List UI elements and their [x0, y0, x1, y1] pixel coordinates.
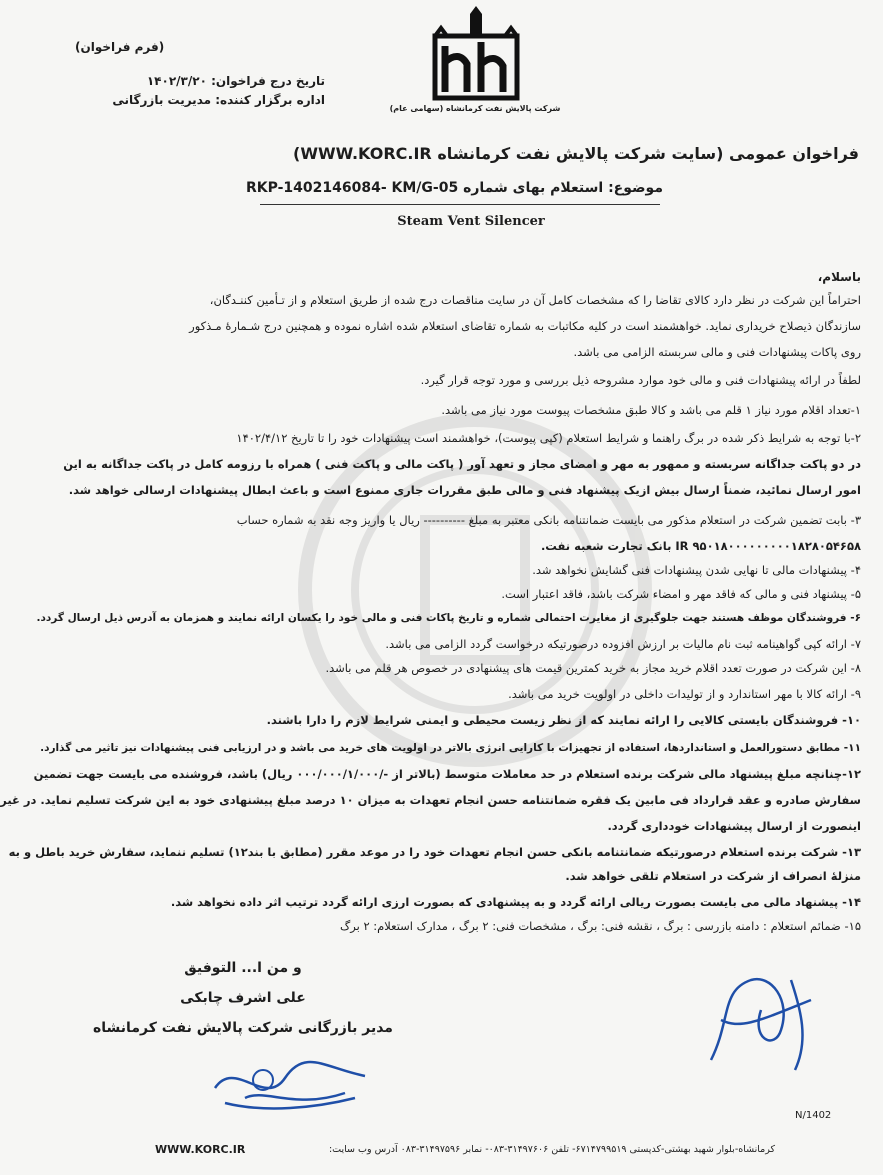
intro-line-3: روی پاکات پیشنهادات فنی و مالی سربسته الزامی می باشد. — [573, 345, 861, 359]
organizing-office: اداره برگزار کننده: مدیریت بازرگانی — [112, 93, 325, 107]
item-13-line-1: ۱۳- شرکت برنده استعلام درصورتیکه ضمانتنامه بانکی حسن انجام تعهدات خود را در موعد مقرر (مطابق با بند۱۲) تسلیم ننماید، سفارش خرید باطل و به — [8, 845, 861, 859]
item-10: ۱۰- فروشندگان بایستی کالایی را ارائه نمایند که از نظر زیست محیطی و ایمنی شرایط لازم را دارا باشند. — [266, 713, 861, 727]
item-title: Steam Vent Silencer — [397, 214, 545, 229]
item-2-line-3: امور ارسال نمائید، ضمناً ارسال بیش ازیک پیشنهاد فنی و مالی طبق مقررات جاری ممنوع است و باعث ابطال پیشنهادات ارسالی خواهد شد. — [68, 483, 861, 497]
item-12-line-2: سفارش صادره و عقد قرارداد فی مابین یک فقره ضمانتنامه حسن انجام تعهدات به میزان ۱۰ درصد مبلغ پیشنهادی خود به این شرکت تسلیم نماید. در غیر — [0, 793, 861, 807]
intro-line-2: سازندگان ذیصلاح خریداری نماید. خواهشمند است در کلیه مکاتبات به شماره تقاضای استعلام شده اشاره نموده و همچنین درج شـمارۀ مـذکور — [189, 319, 861, 333]
signature-right — [691, 960, 831, 1080]
item-7: ۷- ارائه کپی گواهینامه ثبت نام مالیات بر ارزش افزوده درصورتیکه درخواست گردد الزامی می باشد. — [385, 637, 861, 651]
subject-underline — [260, 204, 660, 205]
item-2-line-2: در دو پاکت جداگانه سربسته و ممهور به مهر و امضای مجاز و تعهد آور ( پاکت مالی و پاکت فنی ) همراه با رزومه کامل در پاکت جداگانه به این — [63, 457, 861, 471]
item-12-line-1: ۱۲-چنانچه مبلغ پیشنهاد مالی شرکت برنده استعلام در حد معاملات متوسط (بالاتر از -/۰۰۰/۰۰۰/۱/۰۰۰ ریال) باشد، فروشنده می بایست جهت تضمین — [33, 767, 861, 781]
item-6: ۶- فروشندگان موظف هستند جهت جلوگیری از مغایرت احتمالی شماره و تاریخ پاکات فنی و مالی خود را یکسان ارائه نمایند و همزمان به آدرس ذیل ارسال گردد. — [36, 612, 861, 624]
item-8: ۸- این شرکت در صورت تعدد اقلام خرید مجاز به خرید کمترین قیمت های پیشنهادی در خصوص هر قلم می باشد. — [325, 661, 861, 675]
item-2-line-1: ۲-با توجه به شرایط ذکر شده در برگ راهنما و شرایط استعلام (کپی پیوست)، خواهشمند است پیشنهادات خود را تا تاریخ ۱۴۰۲/۴/۱۲ — [236, 431, 861, 445]
item-1: ۱-تعداد اقلام مورد نیاز ۱ قلم می باشد و کالا طبق مشخصات پیوست مورد نیاز می باشد. — [441, 403, 861, 417]
item-11: ۱۱- مطابق دستورالعمل و استانداردها، استفاده از تجهیزات با کارایی انرژی بالاتر در اولویت های خرید می باشد و در ارزیابی فنی پیشنهادات نیز تاثیر می گذارد. — [40, 742, 861, 754]
item-13-line-2: منزلۀ انصراف از شرکت در استعلام تلقی خواهد شد. — [565, 869, 861, 883]
footer-website-link[interactable]: WWW.KORC.IR — [155, 1143, 246, 1156]
subject-code: RKP-1402146084- KM/G-05 — [245, 180, 459, 196]
item-4: ۴- پیشنهادات مالی تا نهایی شدن پیشنهادات فنی گشایش نخواهد شد. — [532, 563, 861, 577]
subject-line — [243, 180, 663, 196]
company-logo — [415, 6, 535, 114]
posting-date: تاریخ درج فراخوان: ۱۴۰۲/۳/۲۰ — [146, 74, 325, 88]
signature-left — [205, 1048, 375, 1118]
signer-name: علی اشرف چابکی — [180, 990, 306, 1006]
intro-line-1: احتراماً این شرکت در نظر دارد کالای تقاضا را که مشخصات کامل آن در سایت مناقصات درج شده از طریق استعلام و از تـأمین کننـدگان، — [209, 293, 861, 307]
greeting: باسلام، — [817, 270, 861, 284]
intro-line-4: لطفاً در ارائه پیشنهادات فنی و مالی خود موارد مشروحه ذیل بررسی و مورد توجه قرار گیرد. — [420, 373, 861, 387]
closing-phrase: و من ا... التوفیق — [184, 960, 302, 976]
item-14: ۱۴- پیشنهاد مالی می بایست بصورت ریالی ارائه گردد و به پیشنهادی که بصورت ارزی ارائه گردد ترتیب اثر داده نخواهد شد. — [170, 895, 861, 909]
page-title: فراخوان عمومی (سایت شرکت پالایش نفت کرمانشاه WWW.KORC.IR) — [293, 144, 859, 163]
reference-code: N/1402 — [795, 1110, 832, 1121]
form-label: (فرم فراخوان) — [75, 40, 165, 54]
item-3-line-1: ۳- بابت تضمین شرکت در استعلام مذکور می بایست ضمانتنامه بانکی معتبر به مبلغ ---------- ریال یا واریز وجه نقد به شماره حساب — [236, 513, 861, 527]
footer-address: کرمانشاه-بلوار شهید بهشتی-کدپستی ۶۷۱۴۷۹۹۵۱۹- تلفن ۳۱۴۹۷۶۰۶-۰۸۳- نمابر ۳۱۴۹۷۵۹۶-۰۸۳ آدرس وب سایت: — [328, 1144, 775, 1155]
item-5: ۵- پیشنهاد فنی و مالی که فاقد مهر و امضاء شرکت باشد، فاقد اعتبار است. — [501, 587, 861, 601]
item-9: ۹- ارائه کالا با مهر استاندارد و از تولیدات داخلی در اولویت خرید می باشد. — [508, 687, 861, 701]
company-caption: شرکت پالایش نفت کرمانشاه (سهامی عام) — [389, 104, 561, 113]
item-15: ۱۵- ضمائم استعلام : دامنه بازرسی : برگ ، نقشه فنی: برگ ، مشخصات فنی: ۲ برگ ، مدارک استعلام: ۲ برگ — [339, 919, 861, 933]
item-3-line-2: IR ۹۵۰۱۸۰۰۰۰۰۰۰۰۰۱۸۲۸۰۵۴۶۵۸ بانک تجارت شعبه نفت. — [540, 539, 861, 553]
item-12-line-3: اینصورت از ارسال پیشنهادات خودداری گردد. — [607, 819, 861, 833]
subject-prefix: موضوع: استعلام بهای شماره — [463, 180, 663, 196]
meta-box — [112, 72, 325, 110]
signer-title: مدیر بازرگانی شرکت پالایش نفت کرمانشاه — [93, 1020, 393, 1036]
